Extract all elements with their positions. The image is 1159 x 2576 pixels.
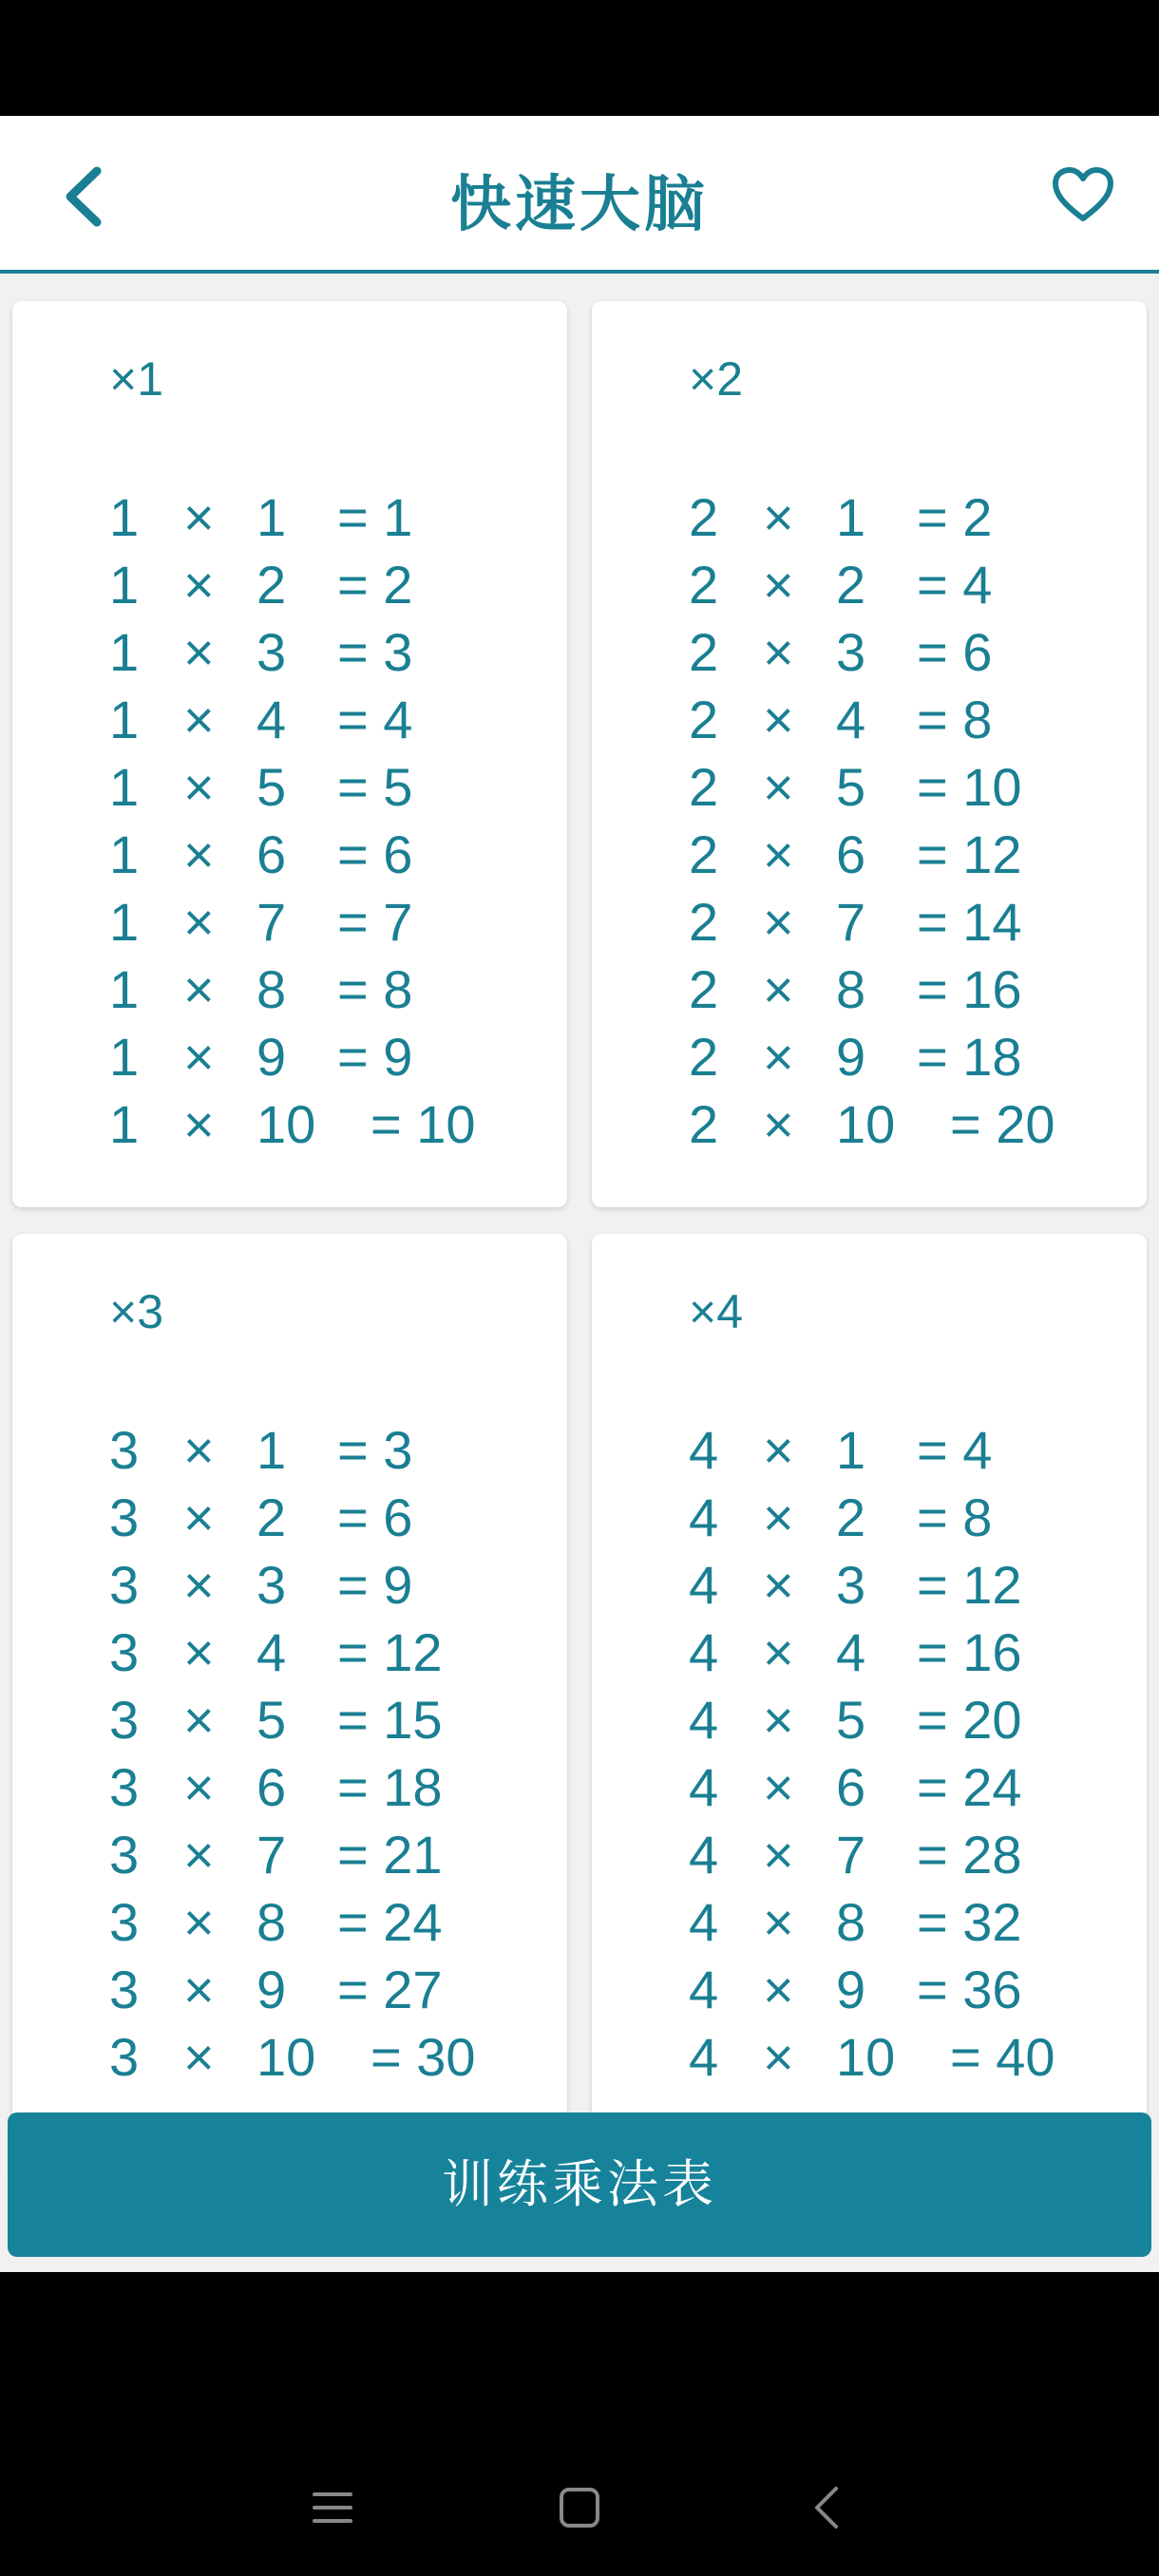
table-row: 2 × 1 = 2 [689,487,993,547]
table-title: ×1 [109,352,164,406]
table-card-3 [12,1234,567,2184]
table-row: 2 × 3 = 6 [689,622,993,682]
table-row: 4 × 9 = 36 [689,1960,1022,2019]
table-row: 4 × 5 = 20 [689,1690,1022,1750]
favorite-button[interactable] [1036,152,1130,237]
table-title: ×3 [109,1285,164,1338]
nav-home-button[interactable] [542,2470,618,2546]
table-rows [109,483,527,1158]
table-card-2 [592,301,1147,1207]
table-row: 2 × 2 = 4 [689,555,993,615]
table-title: ×4 [689,1285,744,1338]
heart-outline-icon [1052,166,1114,223]
table-row: 1 × 5 = 5 [109,757,413,817]
table-row: 3 × 4 = 12 [109,1622,443,1682]
table-row: 4 × 6 = 24 [689,1757,1022,1817]
table-row: 1 × 3 = 3 [109,622,413,682]
table-row: 1 × 8 = 8 [109,959,413,1019]
table-rows [689,483,1107,1158]
app-bar [0,116,1159,274]
table-row: 2 × 8 = 16 [689,959,1022,1019]
table-row: 3 × 10 = 30 [109,2027,476,2087]
table-row: 4 × 8 = 32 [689,1892,1022,1952]
table-title: ×2 [689,352,744,406]
table-row: 4 × 10 = 40 [689,2027,1055,2087]
table-row: 2 × 9 = 18 [689,1027,1022,1087]
table-row: 3 × 3 = 9 [109,1555,413,1615]
table-row: 4 × 7 = 28 [689,1825,1022,1885]
nav-back-button[interactable] [788,2470,864,2546]
table-row: 3 × 9 = 27 [109,1960,443,2019]
table-row: 3 × 2 = 6 [109,1487,413,1547]
table-row: 3 × 6 = 18 [109,1757,443,1817]
table-card-1 [12,301,567,1207]
table-row: 1 × 9 = 9 [109,1027,413,1087]
table-row: 1 × 4 = 4 [109,690,413,749]
train-multiplication-button[interactable]: 训练乘法表 [8,2112,1151,2257]
table-row: 4 × 2 = 8 [689,1487,993,1547]
table-row: 3 × 7 = 21 [109,1825,443,1885]
home-square-icon [558,2486,601,2529]
table-row: 4 × 4 = 16 [689,1622,1022,1682]
table-row: 1 × 1 = 1 [109,487,413,547]
table-row: 2 × 10 = 20 [689,1094,1055,1154]
table-row: 1 × 2 = 2 [109,555,413,615]
table-row: 2 × 5 = 10 [689,757,1022,817]
table-row: 3 × 1 = 3 [109,1420,413,1480]
table-row: 4 × 3 = 12 [689,1555,1022,1615]
app-screen [0,116,1159,2272]
table-row: 1 × 6 = 6 [109,824,413,884]
nav-menu-button[interactable] [294,2470,370,2546]
table-row: 1 × 7 = 7 [109,892,413,952]
table-row: 3 × 5 = 15 [109,1690,443,1750]
table-row: 2 × 6 = 12 [689,824,1022,884]
table-card-4 [592,1234,1147,2184]
status-bar [0,0,1159,116]
table-row: 1 × 10 = 10 [109,1094,476,1154]
page-title: 快速大脑 [450,170,709,240]
table-row: 2 × 7 = 14 [689,892,1022,952]
menu-icon [311,2489,354,2527]
table-row: 4 × 1 = 4 [689,1420,993,1480]
table-rows [689,1416,1107,2091]
table-row: 3 × 8 = 24 [109,1892,443,1952]
table-row: 2 × 4 = 8 [689,690,993,749]
table-rows [109,1416,527,2091]
back-chevron-icon [808,2484,846,2531]
